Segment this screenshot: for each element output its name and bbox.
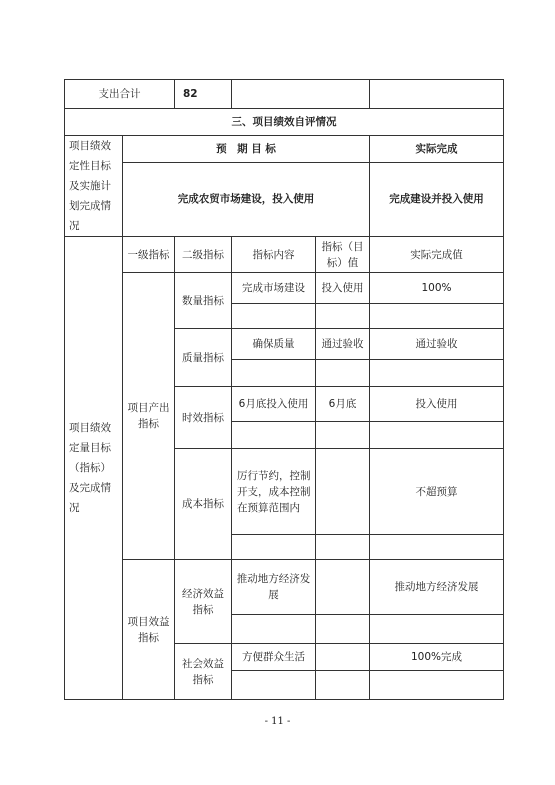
header-actual: 实际完成值 (370, 237, 504, 273)
performance-table (64, 79, 504, 700)
economic-content: 推动地方经济发展 (232, 560, 316, 615)
empty-cell (370, 304, 504, 329)
timeliness-target: 6月底 (316, 387, 370, 422)
empty-cell (370, 615, 504, 644)
quality-content: 确保质量 (232, 329, 316, 360)
timeliness-indicator-label: 时效指标 (175, 387, 232, 449)
header-target: 指标（目标）值 (316, 237, 370, 273)
empty-cell (316, 560, 370, 615)
quantitative-label: 项目绩效定量目标（指标）及完成情况 (65, 237, 123, 700)
header-level1: 一级指标 (123, 237, 175, 273)
empty-cell (316, 671, 370, 700)
benefit-indicator-label: 项目效益指标 (123, 560, 175, 700)
empty-cell (316, 422, 370, 449)
section-title: 三、项目绩效自评情况 (65, 109, 504, 136)
quantity-content: 完成市场建设 (232, 273, 316, 304)
cost-content: 厉行节约，控制开支，成本控制在预算范围内 (232, 449, 316, 535)
page-number: - 11 - (264, 716, 291, 727)
quality-actual: 通过验收 (370, 329, 504, 360)
header-content: 指标内容 (232, 237, 316, 273)
empty-cell (232, 535, 316, 560)
timeliness-content: 6月底投入使用 (232, 387, 316, 422)
empty-cell (370, 671, 504, 700)
actual-completion-header: 实际完成 (370, 136, 504, 163)
empty-cell (316, 304, 370, 329)
qualitative-label: 项目绩效定性目标及实施计划完成情况 (65, 136, 123, 237)
table-row (65, 273, 504, 304)
header-level2: 二级指标 (175, 237, 232, 273)
cost-actual: 不超预算 (370, 449, 504, 535)
qualitative-header-row (65, 136, 504, 163)
output-indicator-label: 项目产出指标 (123, 273, 175, 560)
quality-indicator-label: 质量指标 (175, 329, 232, 387)
economic-indicator-label: 经济效益指标 (175, 560, 232, 644)
empty-cell (232, 360, 316, 387)
empty-cell (316, 615, 370, 644)
social-actual: 100%完成 (370, 644, 504, 671)
expense-total-row (65, 80, 504, 109)
quantity-indicator-label: 数量指标 (175, 273, 232, 329)
empty-cell (370, 360, 504, 387)
empty-cell (316, 644, 370, 671)
empty-cell (232, 80, 370, 109)
expected-goal-text: 完成农贸市场建设，投入使用 (123, 162, 370, 236)
empty-cell (370, 535, 504, 560)
empty-cell (316, 360, 370, 387)
timeliness-actual: 投入使用 (370, 387, 504, 422)
empty-cell (370, 422, 504, 449)
actual-completion-text: 完成建设并投入使用 (370, 162, 504, 236)
empty-cell (232, 671, 316, 700)
empty-cell (316, 449, 370, 535)
expense-total-value: 82 (175, 80, 232, 109)
expense-total-label: 支出合计 (65, 80, 175, 109)
social-content: 方便群众生活 (232, 644, 316, 671)
empty-cell (232, 422, 316, 449)
empty-cell (232, 304, 316, 329)
table-row (65, 560, 504, 615)
cost-indicator-label: 成本指标 (175, 449, 232, 560)
empty-cell (370, 80, 504, 109)
social-indicator-label: 社会效益指标 (175, 644, 232, 700)
quality-target: 通过验收 (316, 329, 370, 360)
economic-actual: 推动地方经济发展 (370, 560, 504, 615)
quantity-target: 投入使用 (316, 273, 370, 304)
expected-goal-header: 预 期 目 标 (123, 136, 370, 163)
empty-cell (232, 615, 316, 644)
section-header-row (65, 109, 504, 136)
quantity-actual: 100% (370, 273, 504, 304)
indicator-header-row (65, 237, 504, 273)
qualitative-content-row (65, 162, 504, 236)
empty-cell (316, 535, 370, 560)
